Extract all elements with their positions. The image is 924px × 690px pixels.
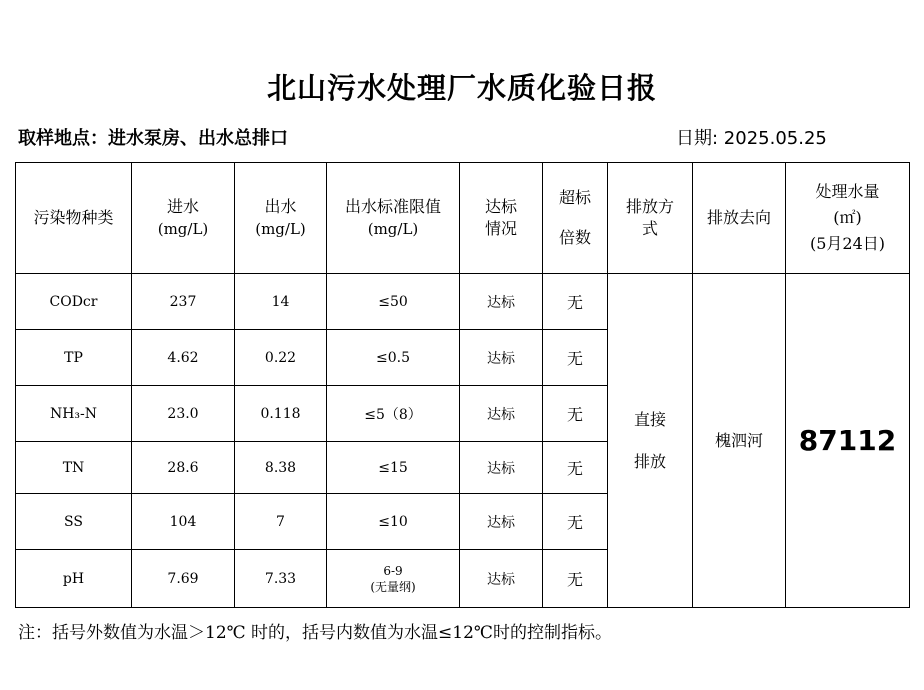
report-title: 北山污水处理厂水质化验日报 xyxy=(266,71,657,105)
inflow-value: 23.0 xyxy=(132,386,235,442)
limit-value: ≤10 xyxy=(327,494,460,550)
compliance-status: 达标 xyxy=(460,550,543,608)
header-inflow: 进水 (mg/L) xyxy=(132,163,235,274)
header-treated-volume: 处理水量 (㎡) (5月24日) xyxy=(786,163,910,274)
table-row xyxy=(16,274,910,330)
exceed-multiple: 无 xyxy=(543,330,608,386)
header-compliance: 达标 情况 xyxy=(460,163,543,274)
compliance-status: 达标 xyxy=(460,442,543,494)
inflow-value: 4.62 xyxy=(132,330,235,386)
exceed-multiple: 无 xyxy=(543,442,608,494)
outflow-value: 0.22 xyxy=(235,330,327,386)
header-row xyxy=(16,163,910,274)
header-exceed-multiple: 超标 倍数 xyxy=(543,163,608,274)
limit-value: 6-9 (无量纲) xyxy=(327,550,460,608)
exceed-multiple: 无 xyxy=(543,386,608,442)
limit-value: ≤50 xyxy=(327,274,460,330)
water-quality-table xyxy=(15,162,910,608)
outflow-value: 14 xyxy=(235,274,327,330)
treated-volume: 87112 xyxy=(786,274,910,608)
outflow-value: 7 xyxy=(235,494,327,550)
compliance-status: 达标 xyxy=(460,386,543,442)
compliance-status: 达标 xyxy=(460,330,543,386)
compliance-status: 达标 xyxy=(460,494,543,550)
compliance-status: 达标 xyxy=(460,274,543,330)
pollutant-name: NH₃-N xyxy=(16,386,132,442)
pollutant-name: TP xyxy=(16,330,132,386)
inflow-value: 28.6 xyxy=(132,442,235,494)
outflow-value: 8.38 xyxy=(235,442,327,494)
outflow-value: 7.33 xyxy=(235,550,327,608)
discharge-destination: 槐泗河 xyxy=(693,274,786,608)
limit-value: ≤0.5 xyxy=(327,330,460,386)
limit-value: ≤5（8） xyxy=(327,386,460,442)
footnote: 注：括号外数值为水温＞12℃ 时的，括号内数值为水温≤12℃时的控制指标。 xyxy=(18,623,612,643)
pollutant-name: pH xyxy=(16,550,132,608)
discharge-method: 直接 排放 xyxy=(608,274,693,608)
limit-note: (无量纲) xyxy=(370,579,416,594)
header-destination: 排放去向 xyxy=(693,163,786,274)
outflow-value: 0.118 xyxy=(235,386,327,442)
report-date: 日期: 2025.05.25 xyxy=(676,128,827,149)
header-outflow: 出水 (mg/L) xyxy=(235,163,327,274)
inflow-value: 237 xyxy=(132,274,235,330)
exceed-multiple: 无 xyxy=(543,550,608,608)
pollutant-name: TN xyxy=(16,442,132,494)
inflow-value: 104 xyxy=(132,494,235,550)
inflow-value: 7.69 xyxy=(132,550,235,608)
pollutant-name: CODcr xyxy=(16,274,132,330)
header-pollutant: 污染物种类 xyxy=(16,163,132,274)
sampling-location: 取样地点：进水泵房、出水总排口 xyxy=(18,128,288,149)
header-limit: 出水标准限值 (mg/L) xyxy=(327,163,460,274)
header-discharge-method: 排放方 式 xyxy=(608,163,693,274)
exceed-multiple: 无 xyxy=(543,494,608,550)
exceed-multiple: 无 xyxy=(543,274,608,330)
pollutant-name: SS xyxy=(16,494,132,550)
limit-value: ≤15 xyxy=(327,442,460,494)
